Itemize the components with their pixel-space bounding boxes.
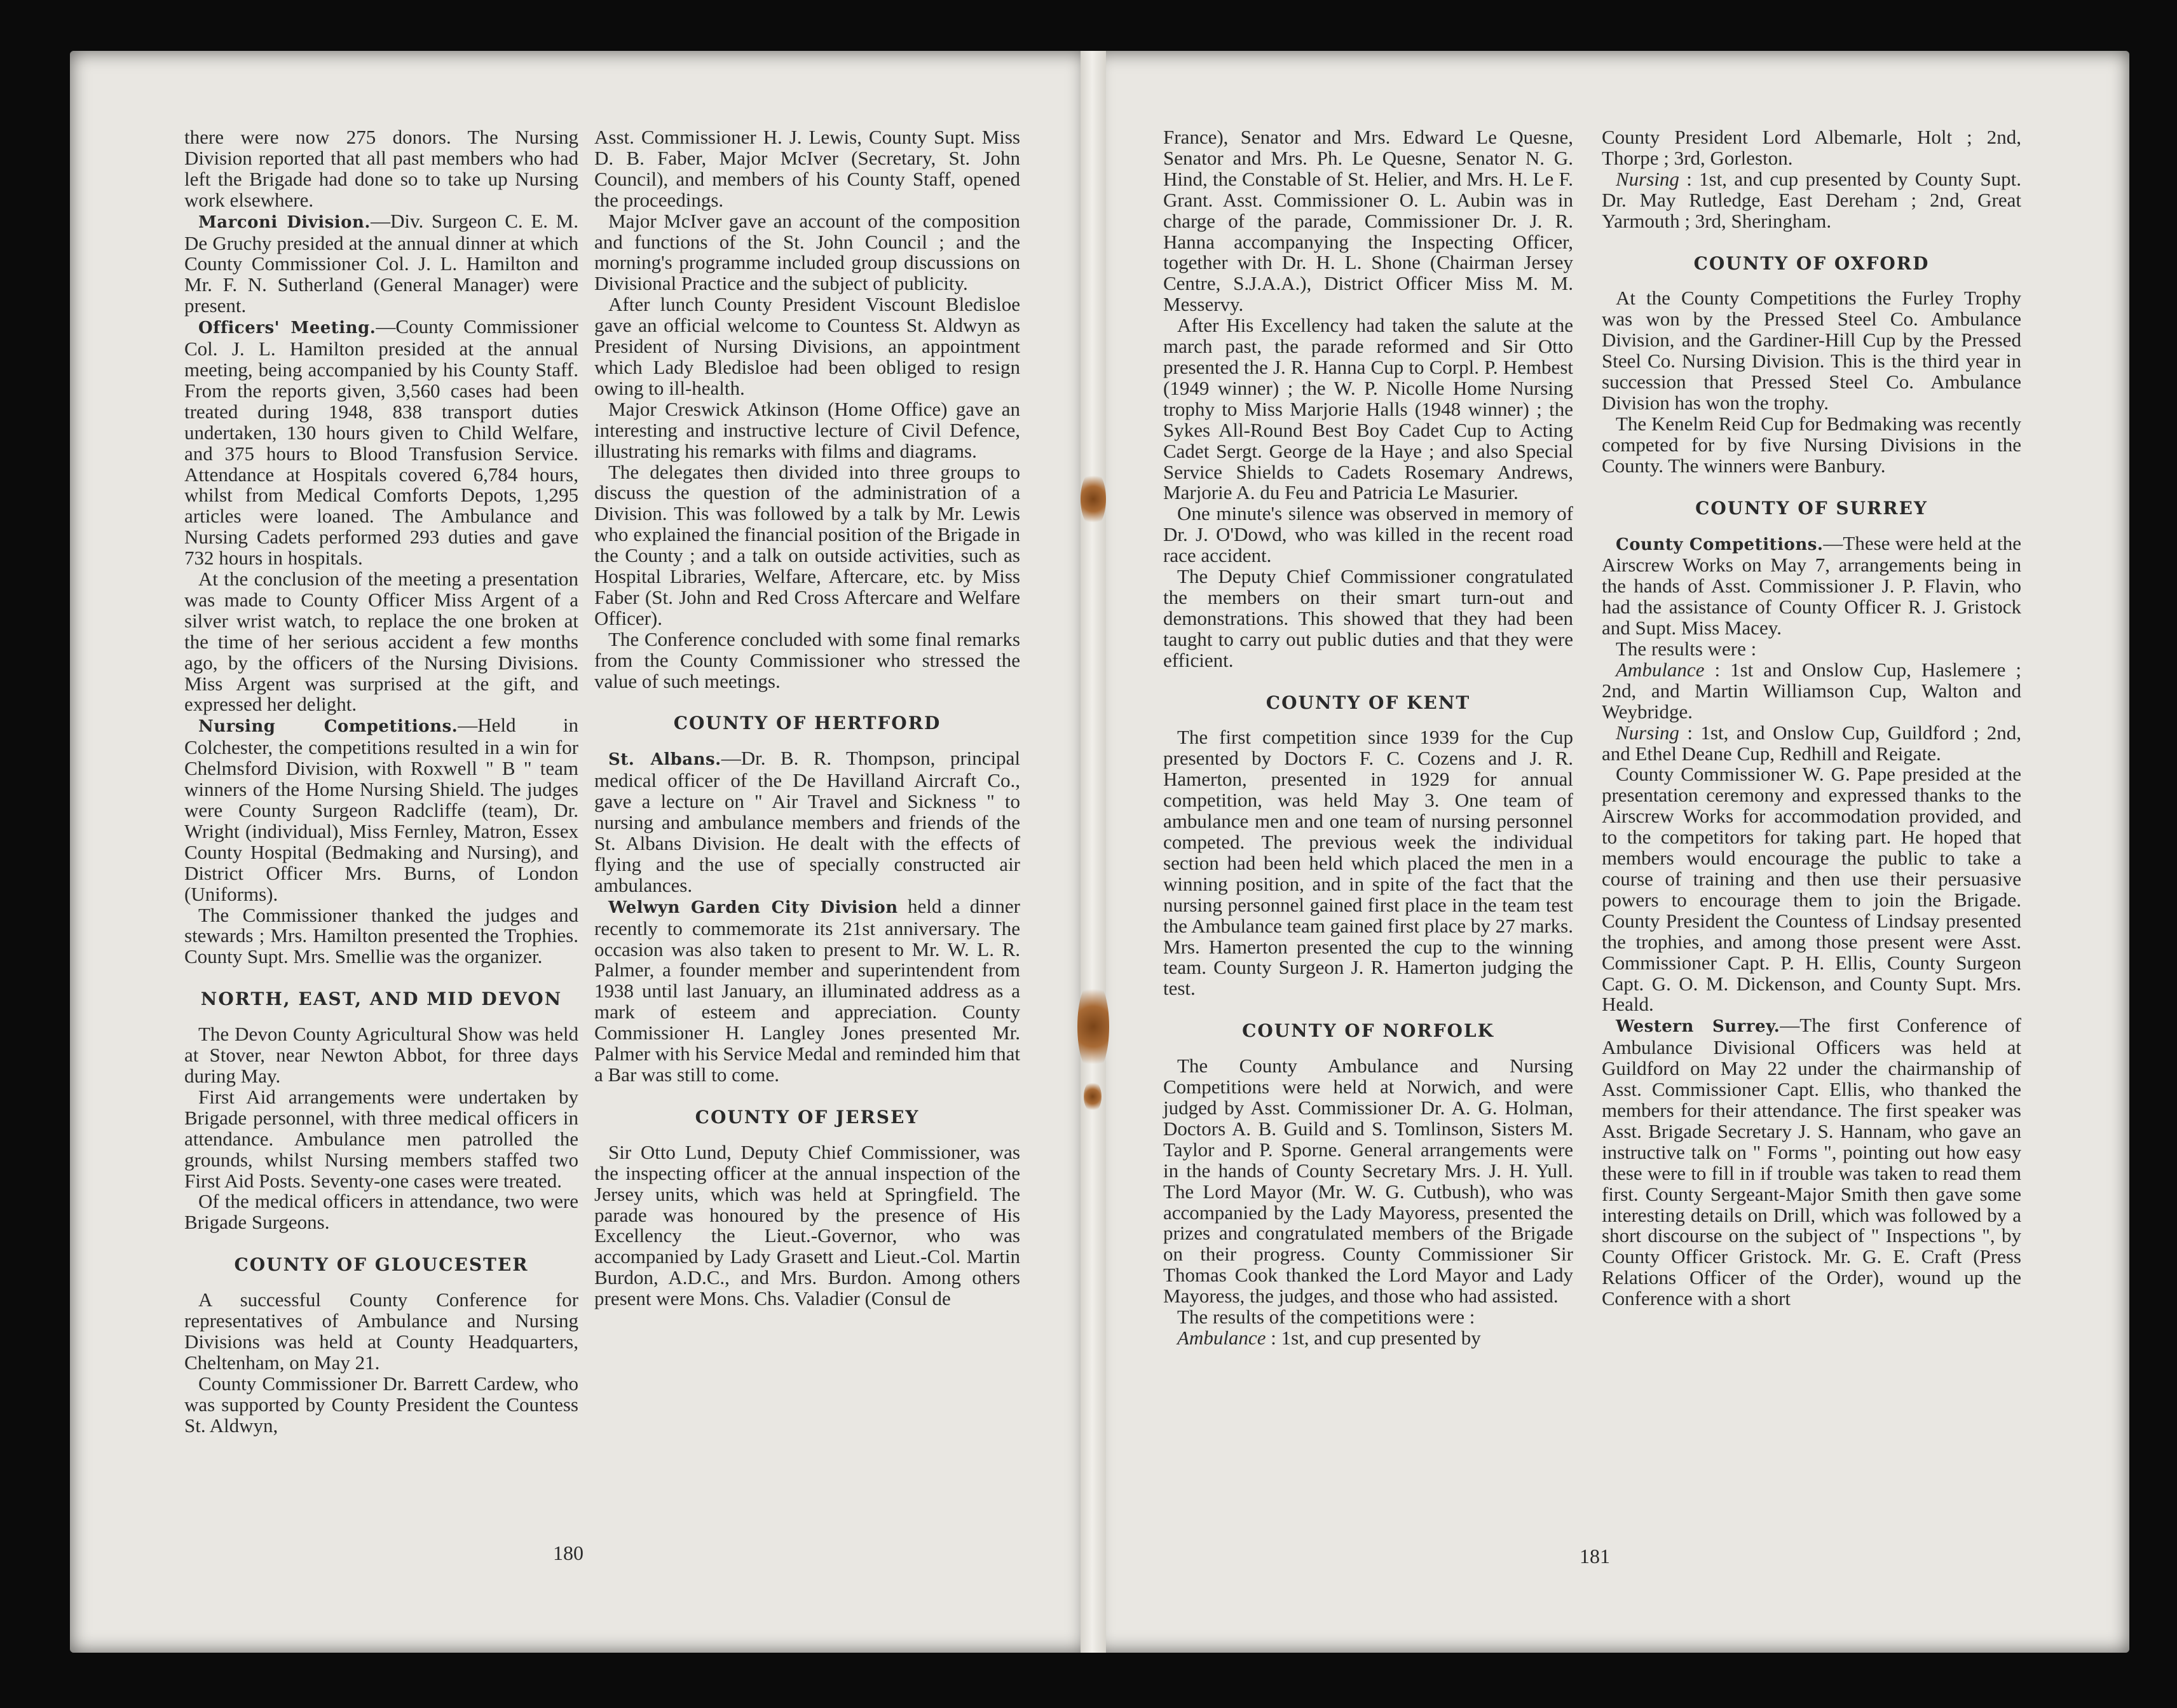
paragraph: The Kenelm Reid Cup for Bedmaking was recently competed for by five Nursing Divisions in the County. The winners were Banbury.	[1602, 412, 2021, 477]
paragraph	[1602, 723, 2021, 765]
run-in-heading: Officers' Meeting.	[198, 318, 376, 338]
run-in-heading: Nursing Competitions.	[198, 717, 458, 737]
paragraph: Major McIver gave an account of the composition and functions of the St. John Council ; and the morning's programme included group discussions on Divisional Practice and the subject of publicity.	[594, 209, 1020, 295]
paragraph: The results were :	[1616, 638, 1757, 660]
section-heading: COUNTY OF NORFOLK	[1242, 1020, 1494, 1042]
paragraph: France), Senator and Mrs. Edward Le Quesne, Senator and Mrs. Ph. Le Quesne, Senator N. G. Hind, the Constable of St. Helier, and Mrs. H. Le F. Grant. Asst. Commissioner O. L. Aubin was in charge of the parade, Commissioner Dr. J. R. Hanna accompanying the Inspecting Officer, together with Dr. H. L. Shone (Chairman Jersey Centre, S.J.A.A.), District Officer Miss M. M. Messervy.	[1163, 126, 1573, 316]
paragraph: Of the medical officers in attendance, two were Brigade Surgeons.	[184, 1190, 578, 1234]
italic-label: Ambulance	[1616, 658, 1705, 681]
paragraph: The results of the competitions were :	[1177, 1306, 1475, 1329]
run-in-heading: Marconi Division.	[198, 212, 371, 232]
paragraph: The Devon County Agricultural Show was held at Stover, near Newton Abbot, for three days during May.	[184, 1023, 578, 1087]
paragraph: A successful County Conference for representatives of Ambulance and Nursing Divisions was held at County Headquarters, Cheltenham, on May 21.	[184, 1288, 578, 1374]
paragraph-text: —Held in Colchester, the competitions resulted in a win for Chelmsford Division, with Roxwell " B " team winners of the Home Nursing Shield. The judges were County Surgeon Radcliffe (team), Dr. Wright (individual), Miss Fernley, Matron, Essex County Hospital (Bedmaking and Nursing), and District Officer Mrs. Burns, of London (Uniforms).	[184, 714, 578, 905]
run-in-heading: County Competitions.	[1616, 535, 1824, 554]
paragraph-text: —Div. Surgeon C. E. M. De Gruchy presided at the annual dinner at which County Commissioner Col. J. L. Hamilton and Mr. F. N. Sutherland (General Manager) were present.	[184, 209, 578, 317]
section-heading: COUNTY OF SURREY	[1695, 497, 1928, 519]
paragraph: County Commissioner Dr. Barrett Cardew, who was supported by County President the Countess St. Aldwyn,	[184, 1372, 578, 1437]
paragraph	[1602, 169, 2021, 232]
paragraph	[1163, 1328, 1573, 1349]
paragraph: First Aid arrangements were undertaken by Brigade personnel, with three medical officers in attendance. Ambulance men patrolled the grounds, whilst Nursing members staffed two First Aid Posts. Seventy-one cases were treated.	[184, 1085, 578, 1192]
paragraph: After lunch County President Viscount Bledisloe gave an official welcome to Countess St. Aldwyn as President of Nursing Divisions, an appointment which Lady Bledisloe had been obliged to resign owing to ill-health.	[594, 293, 1020, 399]
right-column-2	[1602, 127, 2021, 1309]
paragraph: The delegates then divided into three groups to discuss the question of the administration of a Division. This was followed by a talk by Mr. Lewis who explained the financial position of the Brigade in the County ; and a talk on outside activities, such as Hospital Libraries, Welfare, Aftercare, etc. by Miss Faber (St. John and Red Cross Aftercare and Welfare Officer).	[594, 460, 1020, 629]
italic-label: Ambulance	[1177, 1326, 1266, 1349]
paragraph: County Commissioner W. G. Pape presided at the presentation ceremony and expressed thanks to the Airscrew Works for accommodation provided, and to the competitors for taking part. He hoped that members would encourage the public to take a course of training and then use their persuasive powers to encourage them to join the Brigade. County President the Countess of Lindsay presented the trophies, and among those present were Asst. Commissioner Capt. P. H. Ellis, County Surgeon Capt. G. O. M. Dickenson, and County Supt. Mrs. Heald.	[1602, 763, 2021, 1016]
paragraph	[1602, 1015, 2021, 1309]
paragraph: County President Lord Albemarle, Holt ; 2nd, Thorpe ; 3rd, Gorleston.	[1602, 126, 2021, 169]
rust-stain	[1081, 470, 1106, 528]
section-heading: COUNTY OF JERSEY	[695, 1106, 920, 1128]
section-heading: COUNTY OF HERTFORD	[673, 713, 941, 734]
paragraph: Asst. Commissioner H. J. Lewis, County Supt. Miss D. B. Faber, Major McIver (Secretary, St. John Council), and members of his County Staff, opened the proceedings.	[594, 126, 1020, 211]
section-heading: NORTH, EAST, AND MID DEVON	[200, 988, 563, 1010]
right-column-1	[1163, 127, 1573, 1349]
page-number: 180	[553, 1541, 583, 1564]
paragraph	[184, 211, 578, 317]
rust-stain	[1077, 979, 1109, 1074]
paragraph-text: : 1st, and cup presented by	[1266, 1326, 1481, 1349]
paragraph	[1602, 533, 2021, 639]
left-column-1	[184, 127, 578, 1436]
paragraph	[594, 896, 1020, 1086]
paragraph-text: : 1st, and cup presented by County Supt. Dr. May Rutledge, East Dereham ; 2nd, Great Yarmouth ; 3rd, Sheringham.	[1602, 167, 2021, 232]
paragraph-text: held a dinner recently to commemorate its 21st anniversary. The occasion was also taken to present to Mr. W. L. R. Palmer, a founder member and superintendent from 1938 until last January, an illuminated address as a mark of esteem and appreciation. County Commissioner H. Langley Jones presented Mr. Palmer with his Service Medal and reminded him that a Bar was still to come.	[594, 894, 1021, 1086]
paragraph: Major Creswick Atkinson (Home Office) gave an interesting and instructive lecture of Civil Defence, illustrating his remarks with films and diagrams.	[594, 397, 1020, 462]
paragraph	[184, 715, 578, 905]
paragraph-text: —The first Conference of Ambulance Divisional Officers was held at Guildford on May 22 under the chairmanship of Asst. Commissioner Capt. Ellis, who thanked the members for their attendance. The first speaker was Asst. Brigade Secretary J. S. Hannam, who gave an instructive talk on " Forms ", pointing out how easy these were to fill in if trouble was taken to read them first. County Sergeant-Major Smith then gave some interesting details on Drill, which was followed by a short discourse on the subject of " Inspections ", by County Officer Gristock. Mr. G. E. Craft (Press Relations Officer of the Order), wound up the Conference with a short	[1602, 1014, 2021, 1310]
italic-label: Nursing	[1616, 721, 1679, 744]
italic-label: Nursing	[1616, 167, 1679, 190]
paragraph-text: —County Commissioner Col. J. L. Hamilton presided at the annual meeting, being accompanied by his County Staff. From the reports given, 3,560 cases had been treated during 1948, 838 transport duties undertaken, 130 hours given to Child Welfare, and 375 hours to Blood Transfusion Service. Attendance at Hospitals covered 6,784 hours, whilst from Medical Comforts Depots, 1,295 articles were loaned. The Ambulance and Nursing Cadets performed 293 duties and gave 732 hours in hospitals.	[184, 315, 578, 570]
paragraph	[184, 317, 578, 569]
section-heading: COUNTY OF OXFORD	[1693, 252, 1930, 274]
paragraph: One minute's silence was observed in memory of Dr. J. O'Dowd, who was killed in the recent road race accident.	[1163, 502, 1573, 567]
paragraph	[594, 748, 1020, 896]
paragraph-text: : 1st, and Onslow Cup, Guildford ; 2nd, and Ethel Deane Cup, Redhill and Reigate.	[1602, 721, 2021, 765]
paragraph-text: : 1st and Onslow Cup, Haslemere ; 2nd, and Martin Williamson Cup, Walton and Weybridge.	[1602, 658, 2021, 723]
paragraph-text: —These were held at the Airscrew Works on May 7, arrangements being in the hands of Asst. Commissioner J. P. Flavin, who had the assistance of County Officer R. J. Gristock and Supt. Miss Macey.	[1602, 531, 2021, 639]
paragraph: The Commissioner thanked the judges and stewards ; Mrs. Hamilton presented the Trophies. County Supt. Mrs. Smellie was the organizer.	[184, 903, 578, 968]
book-gutter	[1081, 51, 1106, 1653]
run-in-heading: Welwyn Garden City Division	[608, 898, 898, 917]
run-in-heading: St. Albans.	[608, 750, 721, 770]
paragraph: After His Excellency had taken the salute at the march past, the parade reformed and Sir Otto presented the J. R. Hanna Cup to Corpl. P. Hembest (1949 winner) ; the W. P. Nicolle Home Nursing trophy to Miss Marjorie Halls (1948 winner) ; the Sykes All-Round Best Boy Cadet Cup to Acting Cadet Sergt. George de la Haye ; and also Special Service Shields to Cadets Rosemary Andrews, Marjorie A. du Feu and Patricia Le Masurier.	[1163, 314, 1573, 504]
paragraph: At the conclusion of the meeting a presentation was made to County Officer Miss Argent of a silver wrist watch, to replace the one broken at the time of her serious accident a few months ago, by the officers of the Nursing Divisions. Miss Argent was surprised at the gift, and expressed her delight.	[184, 568, 578, 716]
paragraph: there were now 275 donors. The Nursing Division reported that all past members who had left the Brigade had done so to take up Nursing work elsewhere.	[184, 126, 578, 211]
paragraph: The first competition since 1939 for the Cup presented by Doctors F. C. Cozens and J. R. Hamerton, presented in 1929 for annual competition, was held May 3. One team of ambulance men and one team of nursing personnel competed. The previous week the individual section had been held which placed the men in a winning position, and in spite of the fact that the nursing personnel gained first place in the team test the Ambulance team gained first place by 27 marks. Mrs. Hamerton presented the cup to the winning team. County Surgeon J. R. Hamerton judging the test.	[1163, 726, 1573, 1000]
paragraph	[1602, 660, 2021, 723]
paragraph: At the County Competitions the Furley Trophy was won by the Pressed Steel Co. Ambulance Division, and the Gardiner-Hill Cup by the Pressed Steel Co. Nursing Division. This is the third year in succession that Pressed Steel Co. Ambulance Division has won the trophy.	[1602, 287, 2021, 414]
paragraph: Sir Otto Lund, Deputy Chief Commissioner, was the inspecting officer at the annual inspection of the Jersey units, which was held at Springfield. The parade was honoured by the presence of His Excellency the Lieut.-Governor, who was accompanied by Lady Grasett and Lieut.-Col. Martin Burdon, A.D.C., and Mrs. Burdon. Among others present were Mons. Chs. Valadier (Consul de	[594, 1140, 1020, 1310]
run-in-heading: Western Surrey.	[1616, 1017, 1780, 1037]
left-column-2	[594, 127, 1020, 1309]
paragraph: The County Ambulance and Nursing Competitions were held at Norwich, and were judged by Asst. Commissioner Dr. A. G. Holman, Doctors A. B. Guild and S. Tomlinson, Sisters M. Taylor and P. Sporne. General arrangements were in the hands of County Secretary Mrs. J. H. Yull. The Lord Mayor (Mr. W. G. Cutbush), who was accompanied by the Lady Mayoress, presented the prizes and congratulated members of the Brigade on their progress. County Commissioner Sir Thomas Cook thanked the Lord Mayor and Lady Mayoress, the judges, and those who had assisted.	[1163, 1055, 1573, 1308]
paragraph-text: —Dr. B. R. Thompson, principal medical officer of the De Havilland Aircraft Co., gave a lecture on " Air Travel and Sickness " to nursing and ambulance members and friends of the St. Albans Division. He dealt with the effects of flying and the use of specially constructed air ambulances.	[594, 747, 1020, 896]
paragraph: The Deputy Chief Commissioner congratulated the members on their smart turn-out and demonstrations. This showed that they had been taught to carry out public duties and that they were efficient.	[1163, 565, 1573, 671]
section-heading: COUNTY OF GLOUCESTER	[234, 1254, 529, 1276]
paragraph: The Conference concluded with some final remarks from the County Commissioner who stressed the value of such meetings.	[594, 627, 1020, 692]
rust-stain	[1084, 1081, 1102, 1112]
page-number: 181	[1580, 1545, 1610, 1568]
section-heading: COUNTY OF KENT	[1266, 692, 1471, 713]
